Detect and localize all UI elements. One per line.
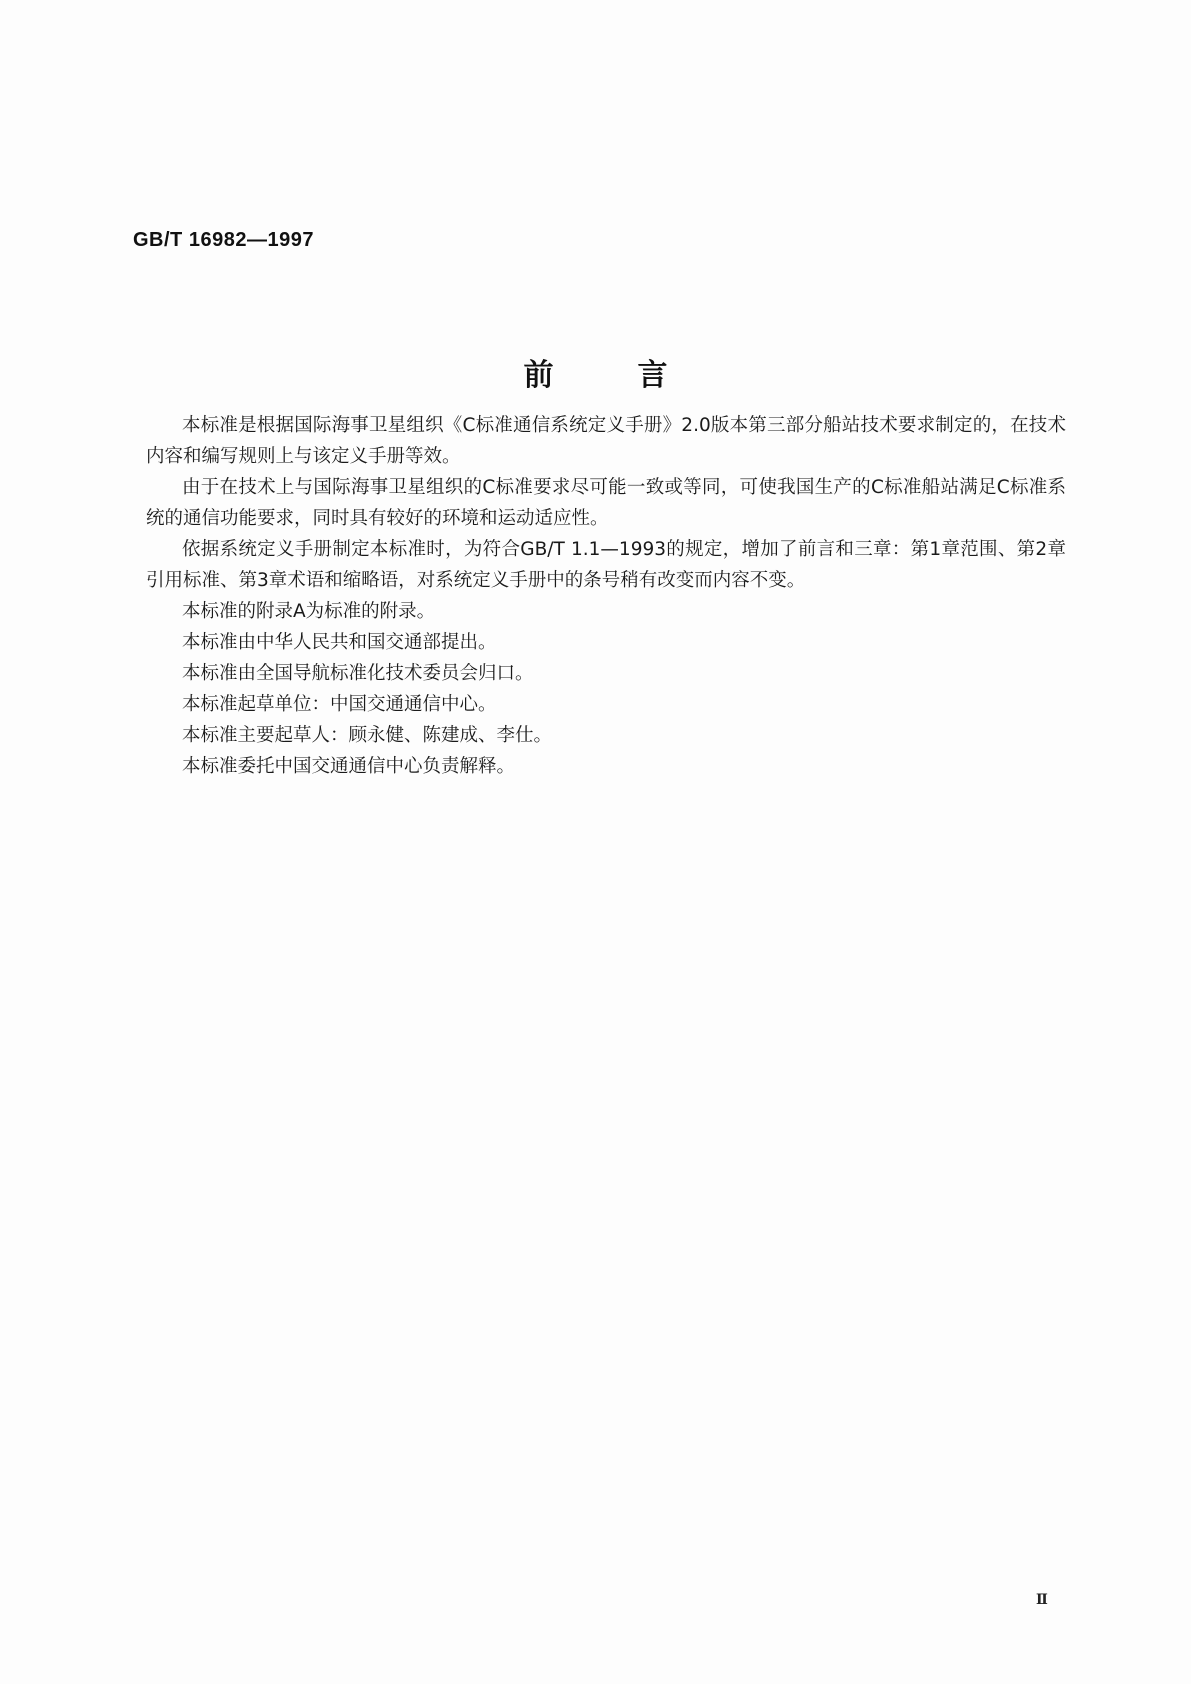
paragraph: 由于在技术上与国际海事卫星组织的C标准要求尽可能一致或等同，可使我国生产的C标准船站满足C标准系统的通信功能要求，同时具有较好的环境和运动适应性。 bbox=[146, 477, 1066, 529]
standard-number: GB/T 16982—1997 bbox=[133, 229, 314, 251]
paragraph: 本标准主要起草人：顾永健、陈建成、李仕。 bbox=[182, 725, 553, 746]
section-title bbox=[0, 350, 1191, 394]
paragraph: 本标准由中华人民共和国交通部提出。 bbox=[182, 632, 497, 653]
section-title-char-1: 前 bbox=[523, 358, 554, 393]
paragraph: 本标准的附录A为标准的附录。 bbox=[182, 601, 436, 622]
paragraph: 本标准起草单位：中国交通通信中心。 bbox=[182, 694, 497, 715]
paragraph: 依据系统定义手册制定本标准时，为符合GB/T 1.1—1993的规定，增加了前言和三章：第1章范围、第2章引用标准、第3章术语和缩略语，对系统定义手册中的条号稍有改变而内容不变。 bbox=[146, 539, 1066, 591]
paragraph: 本标准委托中国交通通信中心负责解释。 bbox=[182, 756, 516, 777]
paragraph: 本标准是根据国际海事卫星组织《C标准通信系统定义手册》2.0版本第三部分船站技术要求制定的，在技术内容和编写规则上与该定义手册等效。 bbox=[146, 415, 1066, 467]
page-number: Ⅱ bbox=[1036, 1592, 1048, 1608]
paragraph: 本标准由全国导航标准化技术委员会归口。 bbox=[182, 663, 534, 684]
foreword-body bbox=[146, 410, 1066, 782]
section-title-char-2: 言 bbox=[637, 358, 668, 393]
